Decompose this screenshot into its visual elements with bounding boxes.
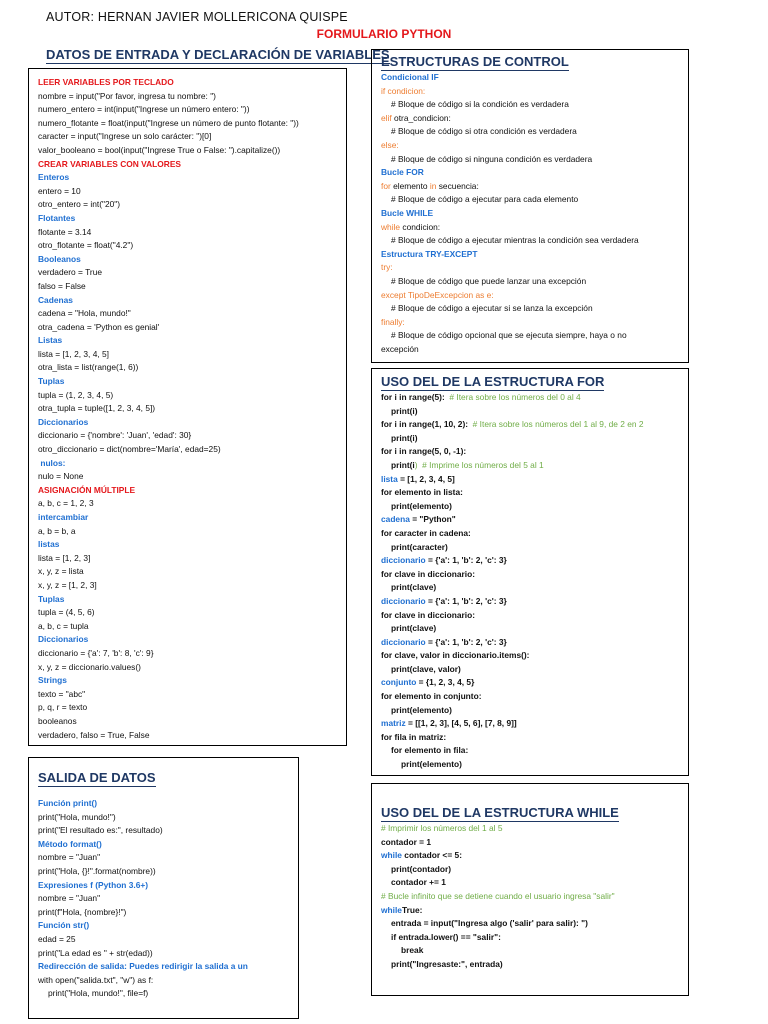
for-line: print(clave) [391,582,437,593]
entrada-line: cadena = "Hola, mundo!" [38,308,131,319]
for-line: for elemento in fila: [391,745,469,756]
entrada-line: otro_entero = int("20") [38,199,121,210]
salida-line: Expresiones f (Python 3.6+) [38,879,149,890]
for-var: diccionario [381,595,426,606]
while-keyword: while [381,850,402,861]
for-line: print(elemento) [401,759,462,770]
control-keyword: elif [381,112,392,123]
entrada-line: Diccionarios [38,416,89,427]
for-line [381,676,644,690]
entrada-line: caracter = input("Ingrese un solo carácter: ")[0] [38,131,212,142]
for-line: for elemento in lista: [381,487,463,498]
while-line: entrada = input("Ingresa algo ('salir' para salir): ") [391,918,588,929]
entrada-line: numero_flotante = float(input("Ingrese un número de punto flotante: ")) [38,117,299,128]
entrada-line: CREAR VARIABLES CON VALORES [38,158,182,169]
control-line: try: [381,262,393,273]
while-keyword: while [381,904,402,915]
for-var: matriz [381,718,406,729]
control-line: excepción [381,343,419,354]
entrada-line: Strings [38,675,67,686]
for-code: = {'a': 1, 'b': 2, 'c': 3} [425,595,507,606]
salida-line: nombre = "Juan" [38,852,101,863]
for-code: print(i [391,459,415,470]
entrada-line: Tuplas [38,376,65,387]
for-content [381,391,644,772]
salida-line: print("Hola, mundo!", file=f) [48,988,149,999]
entrada-line: Booleanos [38,253,81,264]
for-code: for i in range(5): [381,392,445,402]
while-title: USO DEL DE LA ESTRUCTURA WHILE [381,805,619,820]
entrada-line: diccionario = {'a': 7, 'b': 8, 'c': 9} [38,647,154,658]
salida-line: Función str() [38,920,90,931]
for-line [381,459,644,473]
for-line [381,473,644,487]
entrada-line: valor_booleano = bool(input("Ingrese True o False: ").capitalize()) [38,144,281,155]
entrada-title: DATOS DE ENTRADA Y DECLARACIÓN DE VARIABLES [46,47,390,62]
entrada-line: x, y, z = diccionario.values() [38,661,141,672]
salida-line: Redirección de salida: Puedes redirigir la salida a un [38,961,248,972]
control-line [381,112,639,126]
entrada-line: nulos: [38,457,66,468]
for-line: for clave in diccionario: [381,609,476,620]
author-line: AUTOR: HERNAN JAVIER MOLLERICONA QUISPE [46,10,348,24]
entrada-line: booleanos [38,715,77,726]
for-var: conjunto [381,677,417,688]
salida-content [38,797,248,1001]
entrada-line: lista = [1, 2, 3] [38,552,91,563]
for-line: print(i) [391,405,418,416]
entrada-line: diccionario = {'nombre': 'Juan', 'edad': 30} [38,430,192,441]
for-code: = "Python" [409,514,456,525]
salida-line: Método format() [38,838,102,849]
for-title: USO DEL DE LA ESTRUCTURA FOR [381,374,605,389]
salida-line: print("La edad es " + str(edad)) [38,947,153,958]
document-title: FORMULARIO PYTHON [316,27,452,41]
salida-line: print(f"Hola, {nombre}!") [38,906,127,917]
control-text: secuencia: [436,180,479,191]
control-line [381,180,639,194]
while-line: if entrada.lower() == "salir": [391,931,501,942]
for-code: for i in range(1, 10, 2): [381,419,469,430]
for-code: = {1, 2, 3, 4, 5} [416,677,475,688]
entrada-line: otro_diccionario = dict(nombre='María', edad=25) [38,444,221,455]
salida-line: with open("salida.txt", "w") as f: [38,974,154,985]
entrada-content [38,76,299,742]
entrada-line: flotante = 3.14 [38,226,92,237]
for-code: = {'a': 1, 'b': 2, 'c': 3} [425,555,507,566]
entrada-line: texto = "abc" [38,688,86,699]
entrada-line: a, b, c = 1, 2, 3 [38,498,94,509]
while-code: contador <= 5: [401,850,462,861]
entrada-line: Diccionarios [38,634,89,645]
while-line: print("Ingresaste:", entrada) [391,958,503,969]
control-line: # Bloque de código a ejecutar para cada elemento [391,194,579,205]
entrada-line: x, y, z = [1, 2, 3] [38,579,97,590]
salida-line: edad = 25 [38,933,76,944]
entrada-line: a, b, c = tupla [38,620,89,631]
entrada-line: verdadero = True [38,267,103,278]
for-line: print(clave) [391,623,437,634]
control-line: # Bloque de código a ejecutar mientras la condición sea verdadera [391,235,639,246]
entrada-line: Cadenas [38,294,73,305]
for-comment: # Imprime los números del 5 al 1 [417,459,544,470]
while-line: # Bucle infinito que se detiene cuando el usuario ingresa "salir" [381,890,615,901]
control-line: # Bloque de código si ninguna condición es verdadera [391,153,593,164]
entrada-line: x, y, z = lista [38,566,84,577]
for-line [381,554,644,568]
entrada-line: p, q, r = texto [38,702,88,713]
entrada-line: tupla = (4, 5, 6) [38,607,95,618]
while-line [381,904,615,918]
for-code: ) [414,459,418,470]
control-line: else: [381,139,399,150]
control-line: # Bloque de código si otra condición es verdadera [391,126,577,137]
for-line [381,391,644,405]
entrada-line: entero = 10 [38,185,81,196]
for-var: diccionario [381,555,426,566]
entrada-line: intercambiar [38,512,89,522]
entrada-line: listas [38,539,60,550]
for-line: print(clave, valor) [391,663,461,674]
for-code: = [[1, 2, 3], [4, 5, 6], [7, 8, 9]] [405,718,517,729]
for-line: for i in range(5, 0, -1): [381,446,467,457]
while-line: print(contador) [391,863,452,874]
for-line [381,595,644,609]
salida-line: print("Hola, mundo!") [38,811,116,822]
for-comment: # Itera sobre los números del 1 al 9, de 2 en 2 [468,419,644,430]
salida-title: SALIDA DE DATOS [38,770,156,785]
for-line: for fila in matriz: [381,731,447,742]
control-line: # Bloque de código a ejecutar si se lanza la excepción [391,303,593,314]
entrada-line: Tuplas [38,593,65,604]
entrada-line: falso = False [38,280,86,291]
for-code: = [1, 2, 3, 4, 5] [397,473,455,484]
for-code: = {'a': 1, 'b': 2, 'c': 3} [425,636,507,647]
control-line: finally: [381,316,405,327]
entrada-line: numero_entero = int(input("Ingrese un número entero: ")) [38,104,250,115]
control-line: Bucle WHILE [381,207,434,218]
while-line [381,849,615,863]
while-line: break [401,945,424,956]
for-line: for clave, valor in diccionario.items(): [381,650,530,661]
for-line [381,717,644,731]
control-line: except TipoDeExcepcion as e: [381,289,494,300]
for-line [381,418,644,432]
while-line: # Imprimir los números del 1 al 5 [381,823,503,833]
while-line: contador += 1 [391,877,446,888]
for-line: for clave in diccionario: [381,568,476,579]
control-line: # Bloque de código que puede lanzar una excepción [391,275,587,286]
for-var: cadena [381,514,410,525]
entrada-line: lista = [1, 2, 3, 4, 5] [38,348,109,359]
for-var: diccionario [381,636,426,647]
for-line: for caracter in cadena: [381,527,471,538]
entrada-line: otra_lista = list(range(1, 6)) [38,362,139,373]
entrada-line: nulo = None [38,471,84,482]
control-line [381,221,639,235]
entrada-line: a, b = b, a [38,525,76,536]
while-line: contador = 1 [381,836,432,847]
control-line: Estructura TRY-EXCEPT [381,248,478,259]
for-line: print(i) [391,432,418,443]
for-line: for elemento in conjunto: [381,691,482,702]
control-line: if condicion: [381,85,426,96]
control-keyword: in [429,180,437,191]
control-line: Bucle FOR [381,167,424,178]
control-content [381,71,639,356]
control-text: elemento [390,180,430,191]
salida-line: print("El resultado es:", resultado) [38,825,163,836]
entrada-line: Flotantes [38,212,76,223]
entrada-line: ASIGNACIÓN MÚLTIPLE [38,484,136,495]
entrada-line: otra_tupla = tuple([1, 2, 3, 4, 5]) [38,403,156,414]
entrada-line: tupla = (1, 2, 3, 4, 5) [38,389,114,400]
for-line: print(caracter) [391,541,448,552]
while-content [381,822,615,972]
entrada-line: Enteros [38,172,70,183]
for-line [381,513,644,527]
entrada-line: Listas [38,335,63,346]
for-line [381,636,644,650]
entrada-line: nombre = input("Por favor, ingresa tu nombre: ") [38,90,216,101]
entrada-line: otra_cadena = 'Python es genial' [38,321,160,332]
control-keyword: while [381,221,401,232]
for-line: print(elemento) [391,500,452,511]
salida-line: print("Hola, {}!".format(nombre)) [38,865,156,876]
control-line: Condicional IF [381,72,439,82]
for-var: lista [381,473,398,484]
entrada-line: verdadero, falso = True, False [38,729,150,740]
salida-line: Función print() [38,798,98,808]
for-comment: # Itera sobre los números del 0 al 4 [444,392,581,402]
salida-line: nombre = "Juan" [38,893,101,904]
control-text: otra_condicion: [391,112,451,123]
control-line: # Bloque de código opcional que se ejecuta siempre, haya o no [391,330,627,341]
entrada-line: otro_flotante = float("4.2") [38,240,134,251]
while-code: True: [401,904,423,915]
control-line: # Bloque de código si la condición es verdadera [391,99,569,110]
control-title: ESTRUCTURAS DE CONTROL [381,54,569,69]
control-text: condicion: [400,221,441,232]
control-keyword: for [381,180,391,191]
entrada-line: LEER VARIABLES POR TECLADO [38,77,174,87]
for-line: print(elemento) [391,704,452,715]
